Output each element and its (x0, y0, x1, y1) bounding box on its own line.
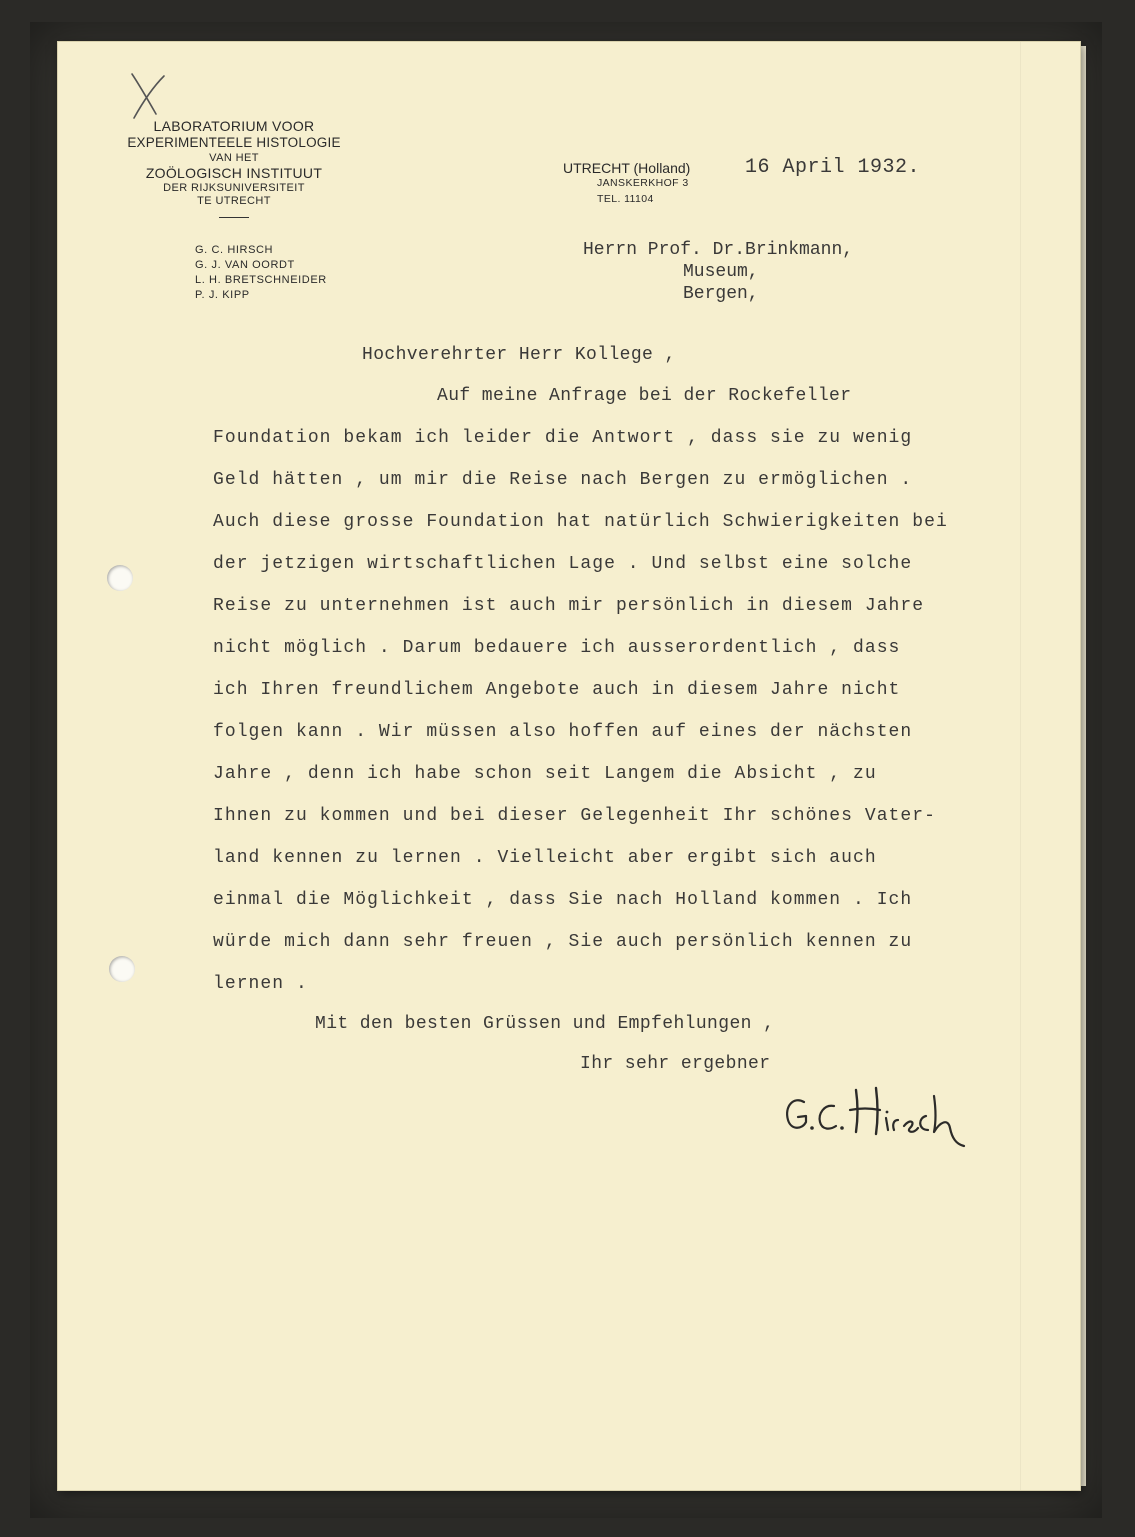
letterhead-line: EXPERIMENTEELE HISTOLOGIE (127, 135, 341, 151)
body-line: der jetzigen wirtschaftlichen Lage . Und selbst eine solche (213, 554, 913, 574)
body-line: Ihnen zu kommen und bei dieser Gelegenheit Ihr schönes Vater- (213, 806, 936, 826)
body-line: Foundation bekam ich leider die Antwort , dass sie zu wenig (213, 428, 913, 448)
pencil-x-mark-icon (126, 70, 170, 122)
letterhead-line: LABORATORIUM VOOR (153, 118, 315, 134)
staff-name: G. C. HIRSCH (195, 244, 274, 256)
staff-name: G. J. VAN OORDT (195, 258, 295, 271)
body-line: ich Ihren freundlichem Angebote auch in diesem Jahre nicht (213, 680, 901, 700)
letterhead-divider (219, 217, 249, 218)
address-city: UTRECHT (Holland) (563, 160, 691, 176)
body-line: Reise zu unternehmen ist auch mir persönlich in diesem Jahre (213, 596, 925, 616)
body-line: Auf meine Anfrage bei der Rockefeller (437, 386, 852, 406)
paper-edge (1080, 46, 1086, 1486)
punch-hole-lower (109, 956, 135, 982)
letterhead-line: TE UTRECHT (197, 195, 271, 208)
address-street: JANSKERKHOF 3 (597, 177, 689, 189)
valediction: Ihr sehr ergebner (580, 1054, 771, 1074)
sender-address (563, 160, 690, 208)
staff-name: L. H. BRETSCHNEIDER (195, 273, 327, 286)
recipient-line-2: Museum, (683, 262, 759, 282)
body-line: land kennen zu lernen . Vielleicht aber ergibt sich auch (213, 848, 877, 868)
recipient-line-1: Herrn Prof. Dr.Brinkmann, (583, 240, 854, 260)
body-line: Jahre , denn ich habe schon seit Langem die Absicht , zu (213, 764, 877, 784)
letterhead (104, 118, 364, 228)
punch-hole-upper (107, 565, 133, 591)
letterhead-line: ZOÖLOGISCH INSTITUUT (145, 164, 323, 181)
letterhead-line: VAN HET (209, 151, 259, 164)
letter-date: 16 April 1932. (745, 156, 921, 179)
body-line: würde mich dann sehr freuen , Sie auch persönlich kennen zu (213, 932, 913, 952)
closing-line: Mit den besten Grüssen und Empfehlungen , (315, 1014, 775, 1034)
staff-name: P. J. KIPP (195, 288, 250, 301)
body-line: nicht möglich . Darum bedauere ich ausserordentlich , dass (213, 638, 901, 658)
staff-list (195, 243, 327, 303)
handwritten-signature (780, 1082, 990, 1150)
body-line: folgen kann . Wir müssen also hoffen auf eines der nächsten (213, 722, 913, 742)
body-line: lernen . (213, 974, 308, 994)
salutation: Hochverehrter Herr Kollege , (362, 345, 676, 365)
recipient-line-3: Bergen, (683, 284, 759, 304)
address-phone: TEL. 11104 (597, 192, 654, 205)
body-line: Auch diese grosse Foundation hat natürlich Schwierigkeiten bei (213, 512, 948, 532)
page-crease (1020, 42, 1021, 1490)
letterhead-line: DER RIJKSUNIVERSITEIT (163, 182, 305, 195)
body-line: einmal die Möglichkeit , dass Sie nach Holland kommen . Ich (213, 890, 913, 910)
body-line: Geld hätten , um mir die Reise nach Bergen zu ermöglichen . (213, 470, 913, 490)
